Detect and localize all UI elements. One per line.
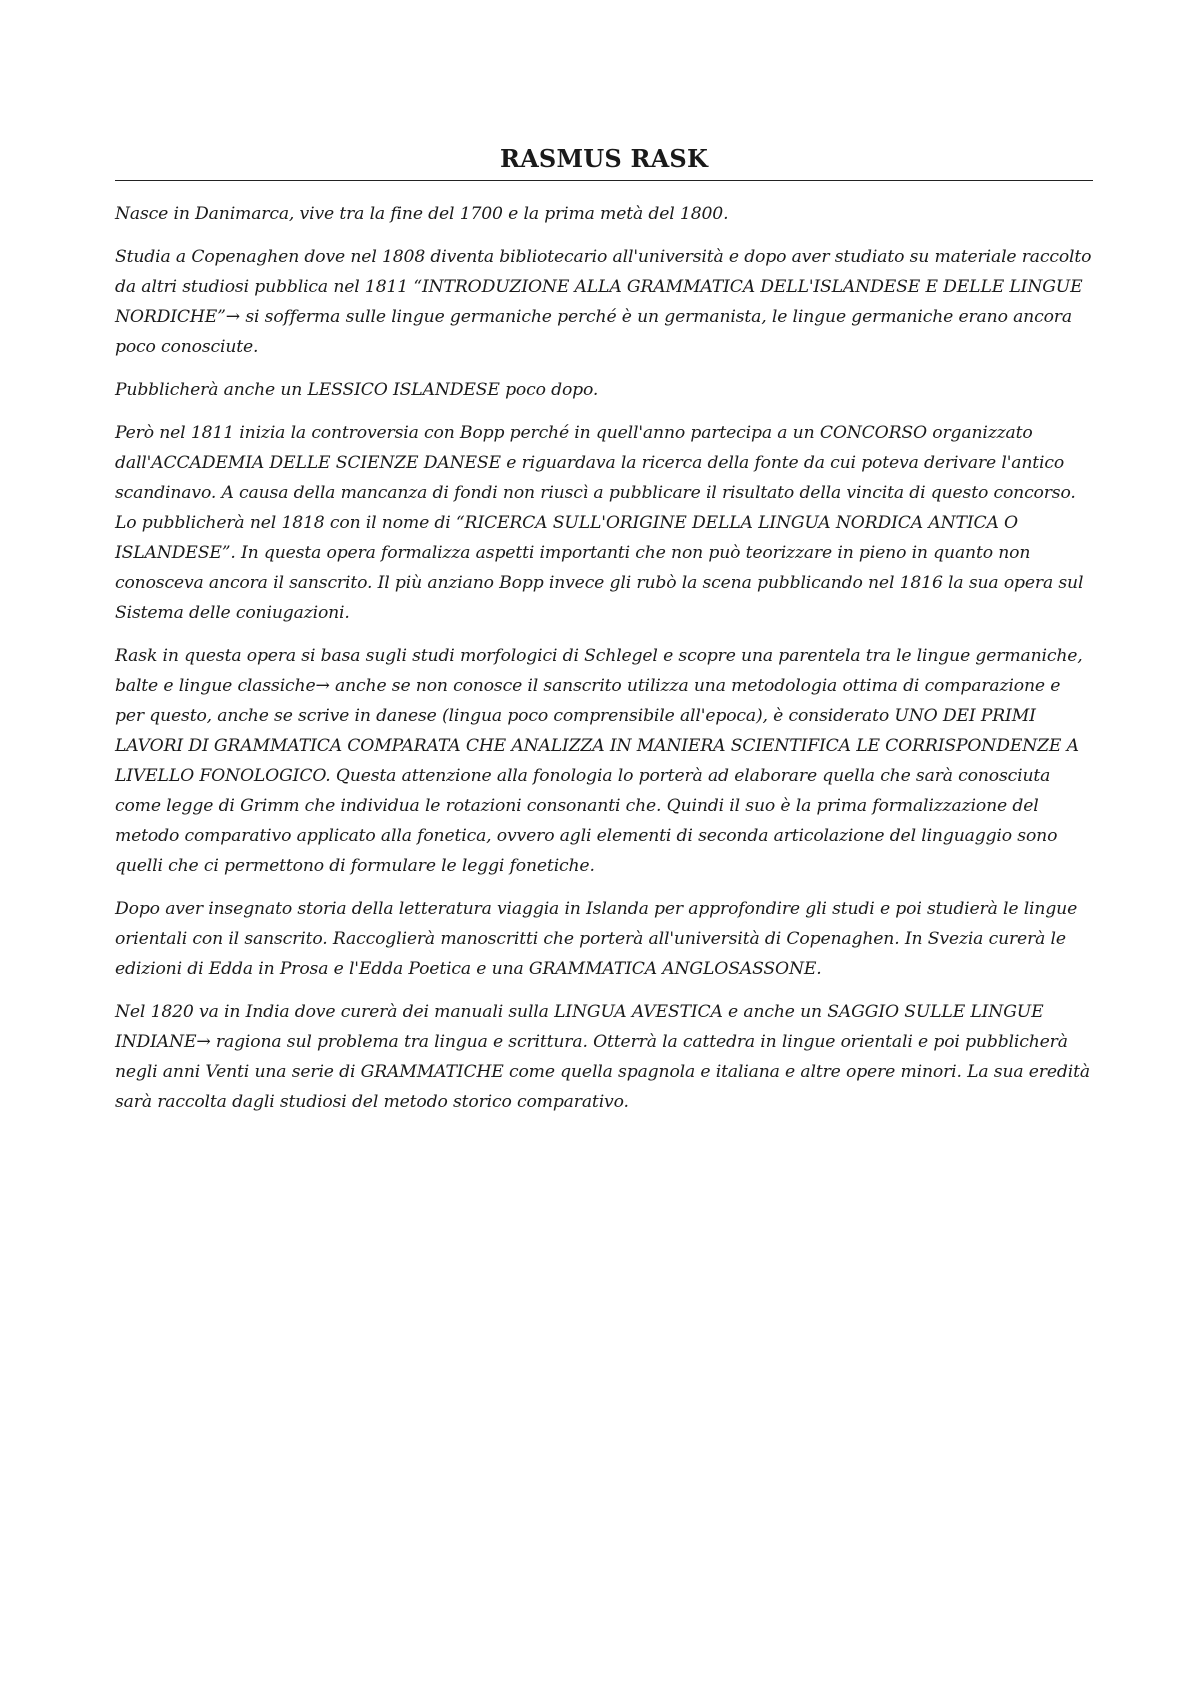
title-underline [115,180,1093,181]
document-body [115,142,1093,1130]
paragraph-india: Nel 1820 va in India dove curerà dei manuali sulla LINGUA AVESTICA e anche un SAGGIO SULLE LINGUE INDIANE→ ragiona sul problema tra lingua e scrittura. Otterrà la cattedra in lingue orientali e poi pubblicherà negli anni Venti una serie di GRAMMATICHE come quella spagnola e italiana e altre opere minori. La sua eredità sarà raccolta dagli studiosi del metodo storico comparativo. [115,1002,1090,1112]
paragraph-lexicon: Pubblicherà anche un LESSICO ISLANDESE poco dopo. [115,380,599,400]
paragraph-controversy: Però nel 1811 inizia la controversia con Bopp perché in quell'anno partecipa a un CONCORSO organizzato dall'ACCADEMIA DELLE SCIENZE DANESE e riguardava la ricerca della fonte da cui poteva derivare l'antico scandinavo. A causa della mancanza di fondi non riuscì a pubblicare il risultato della vincita di questo concorso. Lo pubblicherà nel 1818 con il nome di “RICERCA SULL'ORIGINE DELLA LINGUA NORDICA ANTICA O ISLANDESE”. In questa opera formalizza aspetti importanti che non può teorizzare in pieno in quanto non conosceva ancora il sanscrito. Il più anziano Bopp invece gli rubò la scena pubblicando nel 1816 la sua opera sul Sistema delle coniugazioni. [115,423,1084,623]
paragraph-method: Rask in questa opera si basa sugli studi morfologici di Schlegel e scopre una parentela tra le lingue germaniche, balte e lingue classiche→ anche se non conosce il sanscrito utilizza una metodologia ottima di comparazione e per questo, anche se scrive in danese (lingua poco comprensibile all'epoca), è considerato UNO DEI PRIMI LAVORI DI GRAMMATICA COMPARATA CHE ANALIZZA IN MANIERA SCIENTIFICA LE CORRISPONDENZE A LIVELLO FONOLOGICO. Questa attenzione alla fonologia lo porterà ad elaborare quella che sarà conosciuta come legge di Grimm che individua le rotazioni consonanti che. Quindi il suo è la prima formalizzazione del metodo comparativo applicato alla fonetica, ovvero agli elementi di seconda articolazione del linguaggio sono quelli che ci permettono di formulare le leggi fonetiche. [115,646,1083,876]
paragraph-copenhagen: Studia a Copenaghen dove nel 1808 diventa bibliotecario all'università e dopo aver studiato su materiale raccolto da altri studiosi pubblica nel 1811 “INTRODUZIONE ALLA GRAMMATICA DELL'ISLANDESE E DELLE LINGUE NORDICHE”→ si sofferma sulle lingue germaniche perché è un germanista, le lingue germaniche erano ancora poco conosciute. [115,247,1092,357]
document-title: RASMUS RASK [499,144,709,173]
paragraph-travels: Dopo aver insegnato storia della letteratura viaggia in Islanda per approfondire gli studi e poi studierà le lingue orientali con il sanscrito. Raccoglierà manoscritti che porterà all'università di Copenaghen. In Svezia curerà le edizioni di Edda in Prosa e l'Edda Poetica e una GRAMMATICA ANGLOSASSONE. [115,899,1078,979]
paragraph-birth: Nasce in Danimarca, vive tra la fine del 1700 e la prima metà del 1800. [115,204,729,224]
